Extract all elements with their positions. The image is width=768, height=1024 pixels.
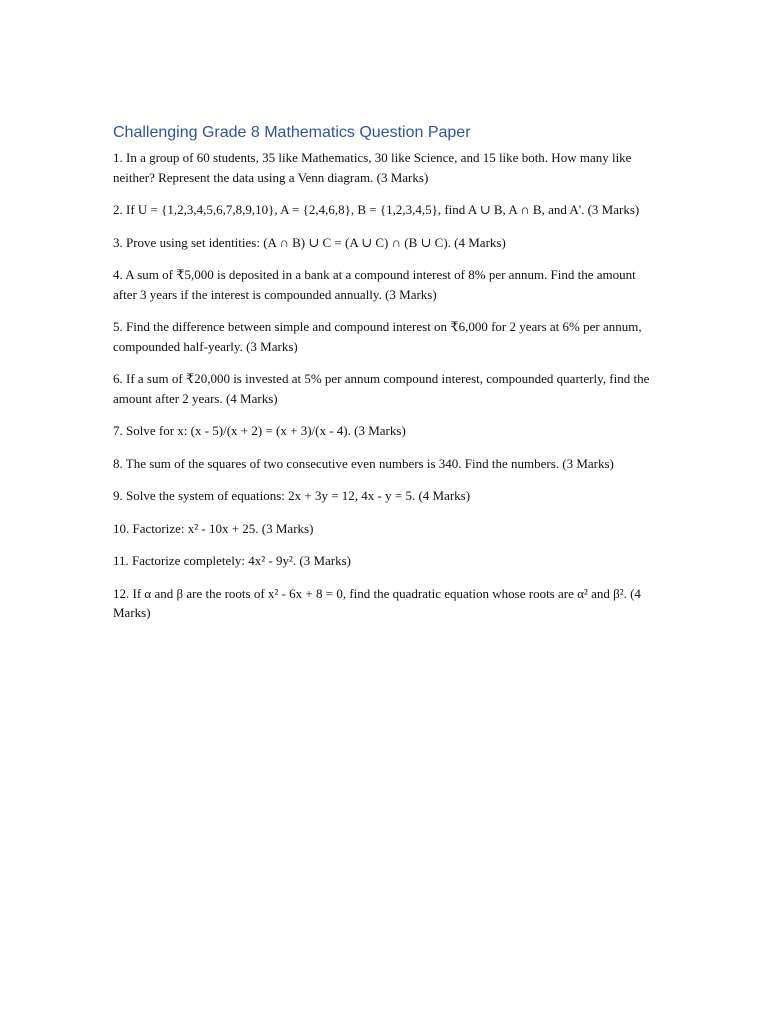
document-content (113, 124, 661, 636)
question-7: 7. Solve for x: (x - 5)/(x + 2) = (x + 3)/(x - 4). (3 Marks) (113, 423, 406, 438)
question-12: 12. If α and β are the roots of x² - 6x + 8 = 0, find the quadratic equation whose roots are α² and β². (4 Marks) (113, 585, 641, 620)
question-10: 10. Factorize: x² - 10x + 25. (3 Marks) (113, 520, 314, 536)
question-8: 8. The sum of the squares of two consecutive even numbers is 340. Find the numbers. (3 Marks) (113, 455, 614, 471)
document-title: Challenging Grade 8 Mathematics Question Paper (113, 124, 471, 141)
question-4: 4. A sum of ₹5,000 is deposited in a bank at a compound interest of 8% per annum. Find the amount after 3 years if the interest is compounded annually. (3 Marks) (113, 267, 636, 302)
question-3: 3. Prove using set identities: (A ∩ B) ∪ C = (A ∪ C) ∩ (B ∪ C). (4 Marks) (113, 234, 506, 250)
question-5: 5. Find the difference between simple and compound interest on ₹6,000 for 2 years at 6% per annum, compounded half-yearly. (3 Marks) (113, 319, 642, 354)
question-6: 6. If a sum of ₹20,000 is invested at 5% per annum compound interest, compounded quarterly, find the amount after 2 years. (4 Marks) (113, 371, 650, 406)
question-9: 9. Solve the system of equations: 2x + 3y = 12, 4x - y = 5. (4 Marks) (113, 488, 471, 503)
question-2: 2. If U = {1,2,3,4,5,6,7,8,9,10}, A = {2,4,6,8}, B = {1,2,3,4,5}, find A ∪ B, A ∩ B, and A'. (3 Marks) (113, 202, 640, 217)
question-11: 11. Factorize completely: 4x² - 9y². (3 Marks) (113, 553, 351, 568)
question-1: 1. In a group of 60 students, 35 like Mathematics, 30 like Science, and 15 like both. How many like neither? Represent the data using a Venn diagram. (3 Marks) (113, 150, 632, 185)
